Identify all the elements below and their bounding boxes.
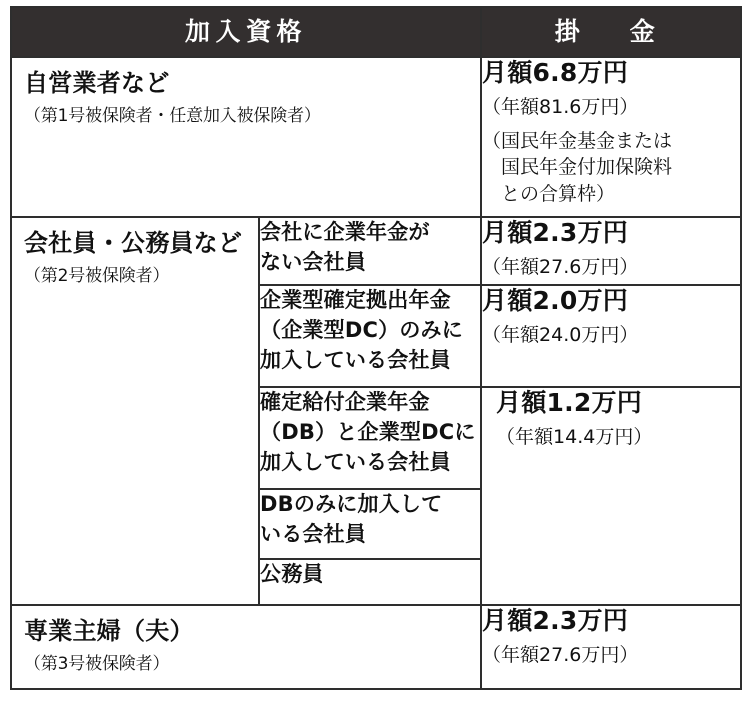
- amount-cell-db-dc-public: [481, 387, 741, 605]
- amount-cell-homemaker: [481, 605, 741, 689]
- amount-sub-label: （年額24.0万円）: [482, 324, 639, 346]
- category-sub-label: （第2号被保険者）: [24, 266, 170, 286]
- amount-sub-label: （年額27.6万円）: [482, 256, 639, 278]
- amount-main-label: 月額6.8万円: [482, 58, 629, 87]
- amount-main-label: 月額2.3万円: [482, 606, 629, 635]
- category-sub-label: （第3号被保険者）: [24, 654, 170, 674]
- table-header-row: [11, 7, 741, 57]
- amount-main-label: 月額2.0万円: [482, 286, 629, 315]
- amount-note-line2: 国民年金付加保険料: [501, 156, 673, 179]
- pension-eligibility-table: [10, 6, 742, 690]
- table-row: [11, 57, 741, 217]
- amount-main-label: 月額1.2万円: [496, 388, 643, 417]
- amount-sub-label: （年額14.4万円）: [496, 426, 653, 448]
- detail-cell-db-and-dc: 確定給付企業年金 （DB）と企業型DCに 加入している会社員: [259, 387, 481, 489]
- amount-main-label: 月額2.3万円: [482, 218, 629, 247]
- header-category: 加入資格: [11, 7, 481, 57]
- category-main-label: 専業主婦（夫）: [24, 617, 194, 645]
- detail-cell-dc-only: 企業型確定拠出年金 （企業型DC）のみに 加入している会社員: [259, 285, 481, 387]
- category-cell-employee: [11, 217, 259, 605]
- detail-cell-no-corporate-pension: 会社に企業年金が ない会社員: [259, 217, 481, 285]
- amount-sub-label: （年額27.6万円）: [482, 644, 639, 666]
- detail-cell-db-only: DBのみに加入して いる会社員: [259, 489, 481, 559]
- category-sub-label: （第1号被保険者・任意加入被保険者）: [24, 106, 321, 126]
- category-cell-homemaker: [11, 605, 481, 689]
- detail-cell-public-servant: 公務員: [259, 559, 481, 605]
- category-main-label: 会社員・公務員など: [24, 229, 243, 257]
- header-contribution: 掛 金: [481, 7, 741, 57]
- amount-cell-dc-only: [481, 285, 741, 387]
- amount-cell-no-corporate-pension: [481, 217, 741, 285]
- amount-note-label: [482, 128, 740, 207]
- amount-cell-self-employed: [481, 57, 741, 217]
- amount-sub-label: （年額81.6万円）: [482, 96, 639, 118]
- category-cell-self-employed: [11, 57, 481, 217]
- amount-note-line1: （国民年金基金または: [482, 130, 673, 153]
- table-row: [11, 605, 741, 689]
- amount-note-line3: との合算枠）: [501, 182, 616, 205]
- table-row: [11, 217, 741, 285]
- category-main-label: 自営業者など: [24, 69, 170, 97]
